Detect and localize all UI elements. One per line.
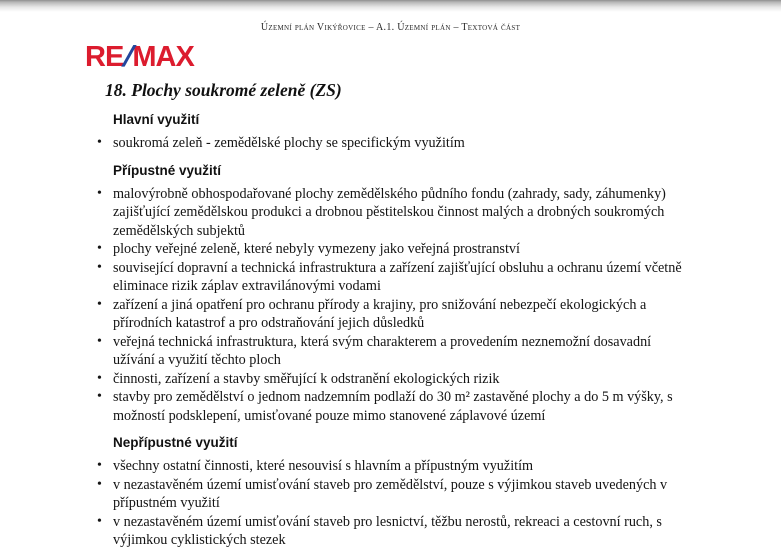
bullet-item: • stavby pro zemědělství o jednom nadzemním podlaží do 30 m² zastavěné plochy a do 5 m výšky, s možností podsklepení, umisťované pouze mimo stanovené záplavové území: [113, 388, 691, 425]
running-header: Územní plán Vikýřovice – A.1. Územní plán – Textová část: [260, 22, 521, 33]
page-title: 18. Plochy soukromé zeleně (ZS): [105, 80, 342, 100]
remax-logo: [85, 42, 781, 72]
bullet-item: • malovýrobně obhospodařované plochy zemědělského půdního fondu (zahrady, sady, záhumenky) zajišťující zemědělskou produkci a drobnou pěstitelskou činnost malých a drobných soukromých zemědělských subjektů: [113, 185, 691, 241]
bullet-list-main-use: [113, 134, 691, 153]
section-heading-impermissible-use: Nepřípustné využití: [113, 435, 238, 450]
logo-re-text: RE: [85, 41, 124, 73]
section-heading-main-use: Hlavní využití: [113, 112, 200, 127]
logo-slash: /: [121, 41, 135, 73]
bullet-list-impermissible-use: [113, 457, 691, 550]
bullet-item: • soukromá zeleň - zemědělské plochy se specifickým využitím: [113, 134, 691, 153]
bullet-item: • související dopravní a technická infrastruktura a zařízení zajišťující obsluhu a ochranu území včetně eliminace rizik záplav extravilánovými vodami: [113, 259, 691, 296]
bullet-item: • všechny ostatní činnosti, které nesouvisí s hlavním a přípustným využitím: [113, 457, 691, 476]
bullet-list-permitted-use: [113, 185, 691, 426]
bullet-item: • zařízení a jiná opatření pro ochranu přírody a krajiny, pro snižování nebezpečí ekologických a přírodních katastrof a pro odstraňování jejich důsledků: [113, 296, 691, 333]
logo-max-text: MAX: [132, 41, 194, 73]
document-body: [113, 112, 691, 550]
bullet-item: • v nezastavěném území umisťování staveb pro lesnictví, těžbu nerostů, rekreaci a cestovní ruch, s výjimkou cyklistických stezek: [113, 513, 691, 550]
bullet-item: • činnosti, zařízení a stavby směřující k odstranění ekologických rizik: [113, 370, 691, 389]
section-heading-permitted-use: Přípustné využití: [113, 162, 222, 178]
bullet-item: • plochy veřejné zeleně, které nebyly vymezeny jako veřejná prostranství: [113, 240, 691, 259]
section-main-use: [113, 112, 691, 153]
bullet-item: • v nezastavěném území umisťování staveb pro zemědělství, pouze s výjimkou staveb uvedených v přípustném využití: [113, 476, 691, 513]
section-permitted-use: [113, 163, 691, 426]
bullet-item: • veřejná technická infrastruktura, která svým charakterem a provedením neznemožní dosavadní užívání a využití těchto ploch: [113, 333, 691, 370]
window-top-edge: [0, 0, 781, 12]
section-impermissible-use: [113, 435, 691, 550]
